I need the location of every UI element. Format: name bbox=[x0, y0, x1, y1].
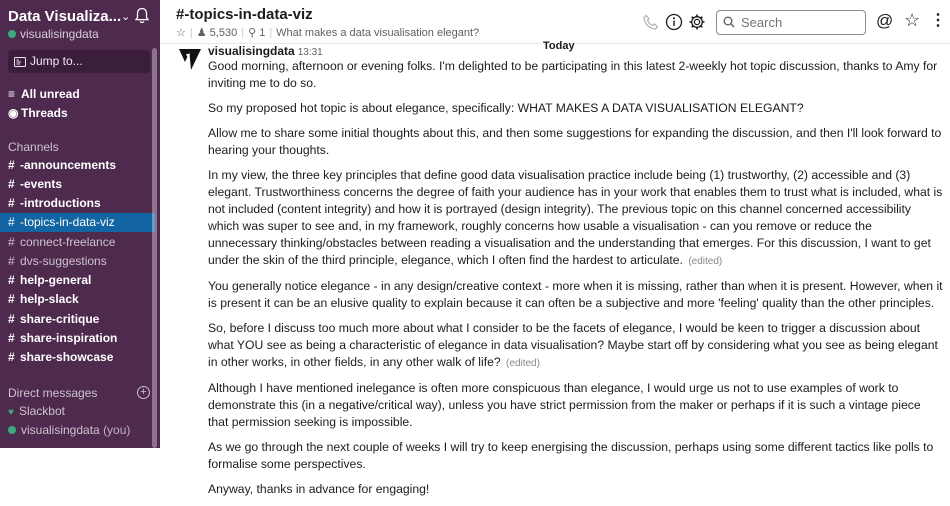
pinned-count[interactable]: 1 bbox=[259, 27, 266, 39]
channel-dvs-suggestions[interactable] bbox=[0, 252, 155, 271]
channel-events[interactable] bbox=[0, 175, 155, 194]
message-paragraph: You generally notice elegance - in any design/creative context - more when it is missing, rather than when it is present. However, when it is present it can be an elusive quality to explain because it can often be a subjective and more 'feeling' quality than the other principles. bbox=[208, 279, 943, 310]
hash-icon: # bbox=[8, 177, 15, 191]
online-status-icon bbox=[8, 426, 16, 434]
hash-icon: # bbox=[8, 292, 15, 306]
channel-topics-in-data-viz[interactable] bbox=[0, 213, 155, 232]
message-paragraph: Anyway, thanks in advance for engaging! bbox=[208, 482, 430, 496]
search-icon bbox=[723, 16, 735, 28]
sidebar bbox=[0, 0, 160, 448]
message-paragraph: As we go through the next couple of weeks I will try to keep energising the discussion, perhaps using some different tactics like polls to formalise some perspectives. bbox=[208, 440, 934, 471]
channel-label: help-general bbox=[20, 273, 92, 287]
current-user-name: visualisingdata bbox=[20, 27, 99, 41]
channel-announcements[interactable] bbox=[0, 156, 155, 175]
message-paragraph: Good morning, afternoon or evening folks. I'm delighted to be participating in this latest 2-weekly hot topic discussion, thanks to Amy for inviting me to do so. bbox=[208, 59, 938, 90]
message-paragraph: So, before I discuss too much more about what I consider to be the facets of elegance, I would be keen to trigger a discussion about what YOU see as being a characteristic of elegance in data visualisation? Maybe start off by considering what you see as being elegant in other works, in other fields, in any other walk of life? (edited) bbox=[208, 321, 938, 369]
hash-icon: # bbox=[8, 312, 15, 326]
channel-introductions[interactable] bbox=[0, 194, 155, 213]
pin-icon: ⚲ bbox=[248, 27, 257, 39]
channel-label: connect-freelance bbox=[20, 235, 116, 249]
channel-label: dvs-suggestions bbox=[20, 254, 107, 268]
channel-label: -announcements bbox=[20, 158, 117, 172]
message-paragraph: So my proposed hot topic is about elegance, specifically: WHAT MAKES A DATA VISUALISATION ELEGANT? bbox=[208, 101, 804, 115]
channel-help-general[interactable] bbox=[0, 271, 155, 290]
phone-icon[interactable] bbox=[642, 13, 660, 31]
channel-label: help-slack bbox=[20, 292, 79, 306]
avatar[interactable] bbox=[177, 46, 203, 72]
channel-connect-freelance[interactable] bbox=[0, 233, 155, 252]
dm-visualisingdata[interactable] bbox=[0, 421, 155, 440]
dm-slackbot[interactable] bbox=[0, 402, 155, 421]
channel-title[interactable]: #-topics-in-data-viz bbox=[176, 6, 313, 23]
dm-you-suffix: (you) bbox=[103, 423, 131, 437]
channel-label: share-inspiration bbox=[20, 331, 118, 345]
channel-topic[interactable]: What makes a data visualisation elegant? bbox=[276, 27, 480, 39]
edited-label: (edited) bbox=[506, 358, 540, 369]
sidebar-item-all-unread[interactable] bbox=[0, 85, 155, 104]
channel-meta: ☆ | ♟ 5,530 | ⚲ 1 | What makes a data visualisation elegant? bbox=[176, 27, 480, 39]
heart-icon: ♥ bbox=[8, 407, 14, 418]
workspace-name[interactable]: Data Visualiza... bbox=[8, 8, 122, 25]
channel-label: -introductions bbox=[20, 196, 101, 210]
threads-icon: ◉ bbox=[8, 106, 19, 120]
gear-icon[interactable] bbox=[688, 13, 706, 31]
message-paragraph: In my view, the three key principles that define good data visualisation practice include being (1) trustworthy, (2) accessible and (3) elegant. Trustworthiness concerns the degree of faith your audience has in your work that enables them to trust what is included, what is not included (content integrity) and how it is portrayed (design integrity). The previous topic on this channel concerned accessibility which was super to see and, in my framework, roughly concerns how usable a visualisation - can you remove or reduce the unnecessary thinking/obstacles between reading a visualisation and the understanding that emerges. For this discussion, I want to get under the skin of the third principle, elegance, which I often find the hardest to articulate. (edited) bbox=[208, 168, 943, 267]
starred-items-icon[interactable]: ☆ bbox=[904, 10, 921, 30]
chevron-down-icon[interactable]: ⌄ bbox=[121, 11, 131, 23]
hash-icon: # bbox=[8, 350, 15, 364]
bell-icon[interactable] bbox=[134, 7, 150, 25]
direct-messages-section-title[interactable]: Direct messages bbox=[8, 386, 98, 400]
hash-icon: # bbox=[8, 215, 15, 229]
hash-icon: # bbox=[8, 158, 15, 172]
message-body bbox=[208, 58, 943, 506]
current-user-status[interactable] bbox=[8, 27, 99, 41]
hash-icon: # bbox=[8, 196, 15, 210]
channel-label: share-showcase bbox=[20, 350, 114, 364]
message-timestamp[interactable]: 13:31 bbox=[297, 47, 323, 58]
day-divider: Today bbox=[543, 40, 575, 52]
member-count[interactable]: 5,530 bbox=[209, 27, 238, 39]
jump-to-button[interactable] bbox=[8, 50, 150, 73]
online-status-icon bbox=[8, 30, 16, 38]
message-paragraph: Although I have mentioned inelegance is often more conspicuous than elegance, I would urge us not to use examples of work to demonstrate this (in a negative/critical way), unless you have strict permission from the maker or perhaps if it is such a vintage piece that permission seeking is impossible. bbox=[208, 381, 921, 429]
message-header bbox=[208, 44, 323, 58]
channel-header bbox=[160, 0, 950, 44]
star-icon[interactable]: ☆ bbox=[176, 27, 186, 39]
hash-icon: # bbox=[8, 235, 15, 249]
jump-to-label: Jump to... bbox=[30, 54, 83, 68]
sidebar-item-label: Threads bbox=[21, 106, 68, 120]
workspace-header[interactable] bbox=[8, 6, 154, 42]
more-menu-icon[interactable]: ⋮ bbox=[930, 12, 946, 29]
sidebar-item-label: All unread bbox=[21, 87, 80, 101]
info-icon[interactable] bbox=[665, 13, 683, 31]
all-unread-icon: ≡ bbox=[8, 87, 16, 101]
message-author[interactable]: visualisingdata bbox=[208, 44, 295, 58]
dm-label: visualisingdata bbox=[21, 423, 100, 437]
edited-label: (edited) bbox=[688, 256, 723, 267]
channel-share-critique[interactable] bbox=[0, 310, 155, 329]
sidebar-scrollbar[interactable] bbox=[152, 48, 157, 448]
message-pane bbox=[160, 40, 950, 496]
channel-help-slack[interactable] bbox=[0, 290, 155, 309]
sidebar-item-threads[interactable] bbox=[0, 104, 155, 123]
channel-label: share-critique bbox=[20, 312, 100, 326]
search-input[interactable] bbox=[716, 10, 866, 35]
channels-section-title[interactable]: Channels bbox=[8, 140, 59, 154]
channel-label: -events bbox=[20, 177, 63, 191]
hash-icon: # bbox=[8, 254, 15, 268]
members-icon: ♟ bbox=[196, 27, 207, 39]
channel-label: -topics-in-data-viz bbox=[20, 215, 115, 229]
mentions-icon[interactable]: @ bbox=[876, 11, 894, 30]
hash-icon: # bbox=[8, 273, 15, 287]
message-paragraph: Allow me to share some initial thoughts about this, and then some suggestions for expanding the discussion, and then I'll look forward to hearing your thoughts. bbox=[208, 126, 942, 157]
hash-icon: # bbox=[8, 331, 15, 345]
channel-share-inspiration[interactable] bbox=[0, 329, 155, 348]
add-direct-message-icon[interactable]: + bbox=[137, 386, 150, 399]
jump-to-icon bbox=[14, 56, 26, 68]
channel-share-showcase[interactable] bbox=[0, 348, 155, 367]
dm-label: Slackbot bbox=[18, 404, 65, 418]
